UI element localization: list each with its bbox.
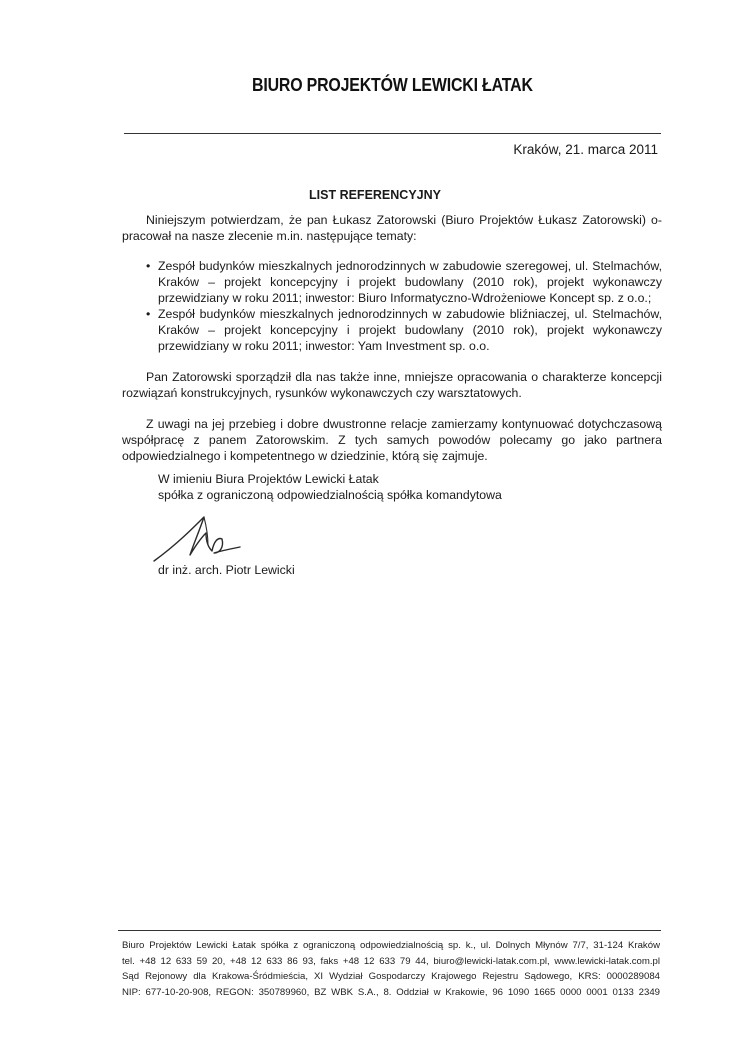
list-item [146, 258, 662, 306]
letter-date: Kraków, 21. marca 2011 [513, 142, 658, 157]
signer-name: dr inż. arch. Piotr Lewicki [158, 563, 295, 577]
list-item [146, 306, 662, 354]
header-divider [124, 133, 661, 134]
topic-text: Zespół budynków mieszkalnych jednorodzinnych w zabudowie szeregowej, ul. Stelmachów, Kraków – projekt koncepcyjny i projekt budowlany (2010 rok), projekt wykonawczy przewidziany w roku 2011; inwestor: Biuro Informatyczno-Wdrożeniowe Koncept sp. z o.o.; [158, 259, 662, 305]
letter-subject: LIST REFERENCYJNY [309, 188, 441, 202]
paragraph-cooperation: Z uwagi na jej przebieg i dobre dwustronne relacje zamierzamy kontynuować dotychczasową współpracę z panem Zatorowskim. Z tych samych powodów polecamy go jako partnera odpowiedzialnego i kompetentnego w dziedzinie, którą się zajmuje. [122, 417, 662, 463]
footer-contact: tel. +48 12 633 59 20, +48 12 633 86 93, faks +48 12 633 79 44, biuro@lewicki-latak.com.pl, www.lewicki-latak.com.pl [122, 955, 660, 967]
footer-court-registry: Sąd Rejonowy dla Krakowa-Śródmieścia, XI Wydział Gospodarczy Krajowego Rejestru Sądowego, KRS: 0000289084 [122, 971, 660, 982]
footer-divider [118, 930, 661, 931]
topic-text: Zespół budynków mieszkalnych jednorodzinnych w zabudowie bliźniaczej, ul. Stelmachów, Kraków – projekt koncepcyjny i projekt budowlany (2010 rok), projekt wykonawczy przewidziany w roku 2011; inwestor: Yam Investment sp. o.o. [158, 307, 662, 353]
footer-tax-bank: NIP: 677-10-20-908, REGON: 350789960, BZ WBK S.A., 8. Oddział w Krakowie, 96 1090 1665 0000 0001 0133 2349 [122, 986, 660, 998]
topics-list [122, 258, 662, 354]
letterhead-title: BIURO PROJEKTÓW LEWICKI ŁATAK [252, 74, 533, 95]
letter-footer [122, 938, 660, 1000]
footer-address: Biuro Projektów Lewicki Łatak spółka z ograniczoną odpowiedzialnością sp. k., ul. Dolnych Młynów 7/7, 31-124 Kraków [122, 940, 660, 951]
bullet-icon: • [146, 307, 151, 321]
paragraph-other-works: Pan Zatorowski sporządził dla nas także inne, mniejsze opracowania o charakterze koncepcji rozwiązań konstrukcyjnych, rysunków wykonawczych czy warsztatowych. [122, 370, 662, 400]
bullet-icon: • [146, 259, 151, 273]
closing-line-legal-form: spółka z ograniczoną odpowiedzialnością spółka komandytowa [158, 488, 502, 502]
letter-body [122, 212, 662, 464]
intro-paragraph: Niniejszym potwierdzam, że pan Łukasz Zatorowski (Biuro Projektów Łukasz Zatorowski) o-pracował na nasze zlecenie m.in. następujące tematy: [122, 213, 662, 243]
closing-line-company: W imieniu Biura Projektów Lewicki Łatak [158, 472, 379, 486]
